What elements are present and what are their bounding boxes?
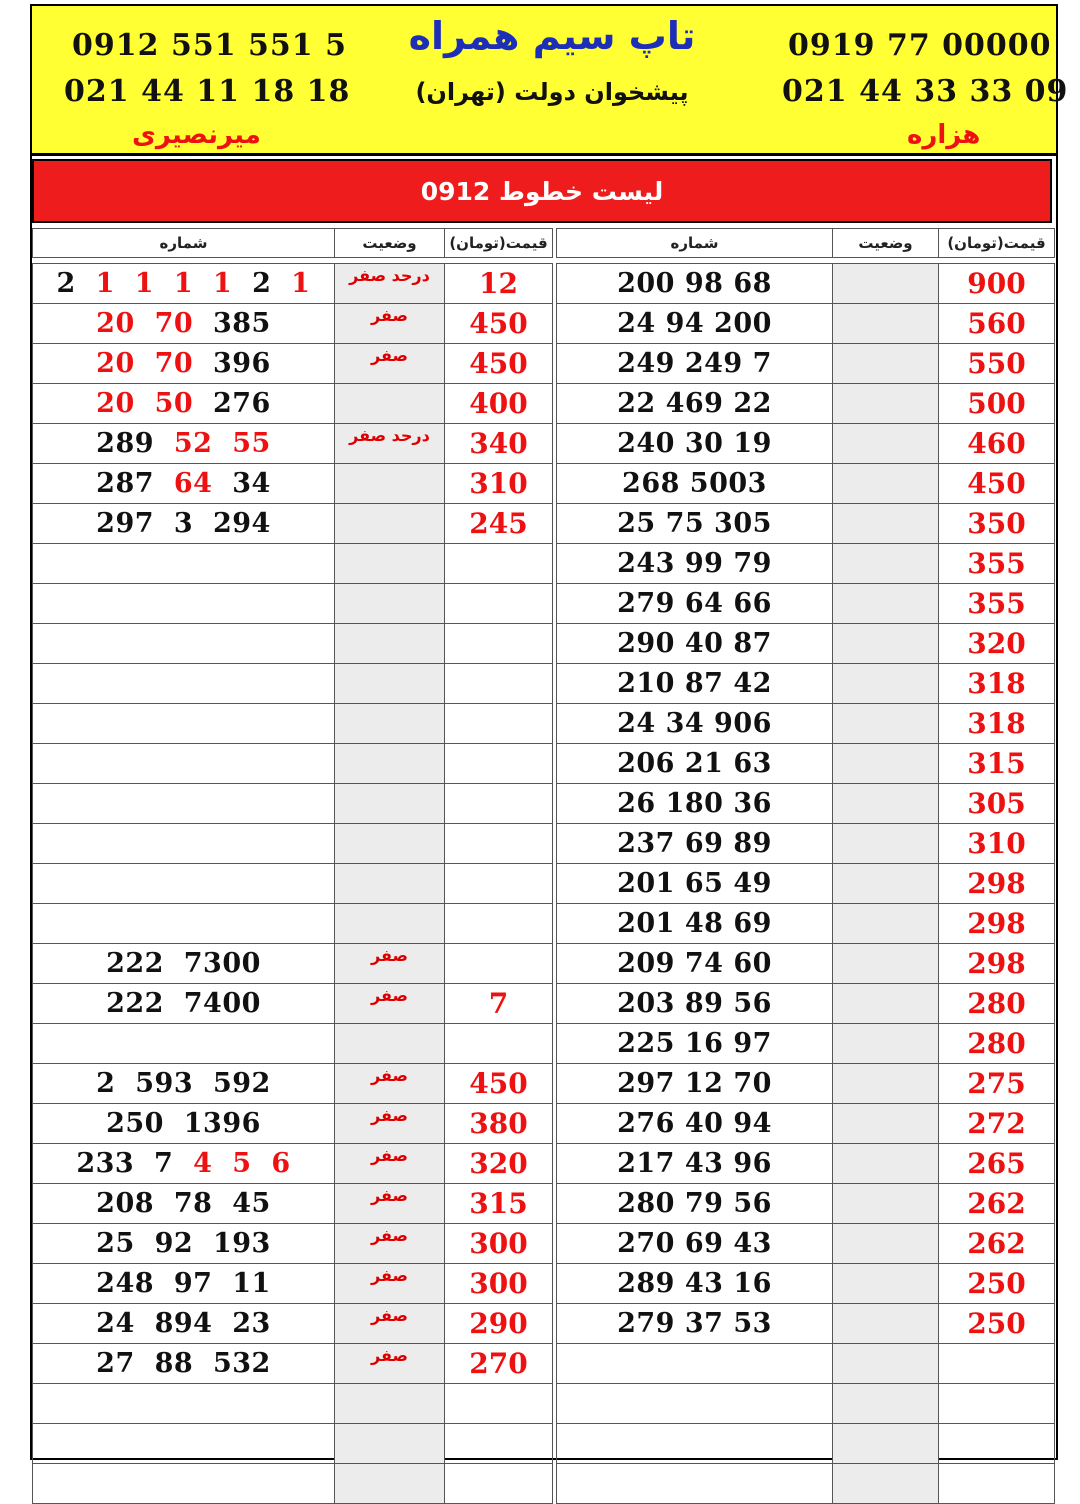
price-cell: 355	[939, 544, 1055, 584]
table-row	[33, 704, 553, 744]
phone-number-cell: 268 5003	[557, 464, 833, 504]
table-row	[557, 664, 1055, 704]
phone-number-cell: 280 79 56	[557, 1184, 833, 1224]
price-cell	[445, 1384, 553, 1424]
status-cell: صفر	[335, 304, 445, 344]
right-mobile-number: 0919 77 00000	[788, 28, 1052, 63]
status-cell	[833, 1224, 939, 1264]
phone-number-cell: 209 74 60	[557, 944, 833, 984]
phone-number-cell: 222 7400	[33, 984, 335, 1024]
table-row	[557, 704, 1055, 744]
price-cell: 315	[939, 744, 1055, 784]
table-row	[557, 544, 1055, 584]
phone-number-cell: 24 94 200	[557, 304, 833, 344]
phone-number-cell: 290 40 87	[557, 624, 833, 664]
price-cell: 450	[939, 464, 1055, 504]
table-row	[33, 1424, 553, 1464]
left-contact-name: میرنصیری	[132, 120, 261, 150]
price-cell: 318	[939, 664, 1055, 704]
left-number-table	[32, 228, 553, 1504]
phone-number-cell	[33, 584, 335, 624]
price-cell: 298	[939, 904, 1055, 944]
phone-number-cell	[33, 1024, 335, 1064]
table-row	[33, 1224, 553, 1264]
price-cell: 265	[939, 1144, 1055, 1184]
phone-number-cell: 240 30 19	[557, 424, 833, 464]
table-row	[557, 1344, 1055, 1384]
status-cell	[833, 984, 939, 1024]
price-cell	[445, 664, 553, 704]
price-cell: 500	[939, 384, 1055, 424]
phone-number-cell: 250 1396	[33, 1104, 335, 1144]
price-cell: 380	[445, 1104, 553, 1144]
status-cell	[833, 464, 939, 504]
table-row	[33, 1264, 553, 1304]
phone-number-cell: 20 70 396	[33, 344, 335, 384]
table-row	[33, 384, 553, 424]
table-row	[33, 984, 553, 1024]
list-title-bar	[32, 159, 1052, 223]
status-cell	[335, 1464, 445, 1504]
table-row	[557, 1424, 1055, 1464]
status-cell	[833, 1184, 939, 1224]
price-cell: 245	[445, 504, 553, 544]
right-contact-name: هزاره	[907, 120, 981, 150]
phone-number-cell	[33, 624, 335, 664]
phone-number-cell: 289 52 55	[33, 424, 335, 464]
table-row	[557, 944, 1055, 984]
table-row	[557, 1144, 1055, 1184]
table-row	[33, 1304, 553, 1344]
table-row	[557, 424, 1055, 464]
phone-number-cell	[33, 824, 335, 864]
table-row	[33, 424, 553, 464]
table-row	[33, 1104, 553, 1144]
phone-number-cell: 27 88 532	[33, 1344, 335, 1384]
table-row	[33, 504, 553, 544]
price-cell: 280	[939, 1024, 1055, 1064]
table-row	[33, 744, 553, 784]
price-cell	[445, 624, 553, 664]
price-cell	[939, 1424, 1055, 1464]
price-cell	[445, 704, 553, 744]
table-row	[557, 784, 1055, 824]
price-cell	[445, 1024, 553, 1064]
status-cell	[335, 864, 445, 904]
price-cell	[939, 1384, 1055, 1424]
table-row	[33, 1024, 553, 1064]
price-cell: 298	[939, 944, 1055, 984]
price-cell: 550	[939, 344, 1055, 384]
phone-number-cell: 24 34 906	[557, 704, 833, 744]
phone-number-cell: 237 69 89	[557, 824, 833, 864]
table-row	[557, 1224, 1055, 1264]
phone-number-cell: 203 89 56	[557, 984, 833, 1024]
table-row	[33, 864, 553, 904]
status-cell	[335, 624, 445, 664]
table-row	[33, 904, 553, 944]
price-cell: 300	[445, 1264, 553, 1304]
phone-number-cell: 26 180 36	[557, 784, 833, 824]
price-cell: 250	[939, 1304, 1055, 1344]
phone-number-cell: 206 21 63	[557, 744, 833, 784]
price-cell: 320	[445, 1144, 553, 1184]
status-cell	[335, 1384, 445, 1424]
price-cell: 310	[939, 824, 1055, 864]
table-row	[557, 1184, 1055, 1224]
status-cell: صفر	[335, 1264, 445, 1304]
status-cell	[833, 1144, 939, 1184]
status-cell	[833, 1424, 939, 1464]
status-cell	[833, 664, 939, 704]
phone-number-cell	[557, 1424, 833, 1464]
price-cell: 350	[939, 504, 1055, 544]
table-row	[557, 1304, 1055, 1344]
table-row	[33, 1384, 553, 1424]
phone-number-cell	[33, 864, 335, 904]
status-cell: صفر	[335, 1064, 445, 1104]
price-cell	[445, 544, 553, 584]
phone-number-cell	[33, 1464, 335, 1504]
table-row	[557, 984, 1055, 1024]
status-cell	[833, 824, 939, 864]
table-row	[33, 1464, 553, 1504]
table-row	[557, 1464, 1055, 1504]
status-cell	[833, 904, 939, 944]
phone-number-cell	[33, 784, 335, 824]
status-cell	[833, 264, 939, 304]
price-cell: 450	[445, 304, 553, 344]
phone-number-cell: 20 70 385	[33, 304, 335, 344]
column-header-status: وضعیت	[335, 229, 445, 258]
price-cell: 262	[939, 1224, 1055, 1264]
status-cell	[335, 784, 445, 824]
table-row	[557, 264, 1055, 304]
price-cell: 275	[939, 1064, 1055, 1104]
table-row	[557, 384, 1055, 424]
phone-number-cell: 276 40 94	[557, 1104, 833, 1144]
price-cell: 12	[445, 264, 553, 304]
status-cell: صفر	[335, 1104, 445, 1144]
phone-number-cell	[33, 744, 335, 784]
price-cell: 310	[445, 464, 553, 504]
right-number-table	[556, 228, 1055, 1504]
brand-subtitle: پیشخوان دولت (تهران)	[415, 78, 689, 106]
price-cell: 450	[445, 344, 553, 384]
status-cell: صفر	[335, 1304, 445, 1344]
price-cell: 320	[939, 624, 1055, 664]
phone-number-cell: 2 593 592	[33, 1064, 335, 1104]
phone-number-cell: 248 97 11	[33, 1264, 335, 1304]
price-cell: 900	[939, 264, 1055, 304]
status-cell	[833, 1024, 939, 1064]
status-cell	[833, 544, 939, 584]
phone-number-cell: 24 894 23	[33, 1304, 335, 1344]
status-cell	[833, 1264, 939, 1304]
price-cell: 280	[939, 984, 1055, 1024]
price-cell	[445, 784, 553, 824]
status-cell	[335, 464, 445, 504]
phone-number-cell: 297 12 70	[557, 1064, 833, 1104]
status-cell	[833, 1384, 939, 1424]
status-cell	[833, 384, 939, 424]
left-landline-number: 021 44 11 18 18	[64, 74, 351, 109]
list-title: لیست خطوط 0912	[420, 176, 664, 206]
column-header-number: شماره	[33, 229, 335, 258]
phone-number-cell: 289 43 16	[557, 1264, 833, 1304]
phone-number-cell: 2 1 1 1 1 2 1	[33, 264, 335, 304]
phone-number-cell: 200 98 68	[557, 264, 833, 304]
phone-number-cell: 222 7300	[33, 944, 335, 984]
status-cell: صفر	[335, 1224, 445, 1264]
phone-number-cell	[33, 664, 335, 704]
table-row	[33, 784, 553, 824]
column-header-number: شماره	[557, 229, 833, 258]
price-cell	[445, 824, 553, 864]
price-cell	[445, 864, 553, 904]
table-row	[33, 624, 553, 664]
table-row	[557, 304, 1055, 344]
left-mobile-number: 0912 551 551 5	[72, 28, 347, 63]
price-cell	[445, 744, 553, 784]
phone-number-cell	[33, 704, 335, 744]
status-cell	[833, 584, 939, 624]
table-row	[33, 1184, 553, 1224]
price-list-sheet	[30, 4, 1069, 1460]
status-cell	[833, 864, 939, 904]
price-cell: 250	[939, 1264, 1055, 1304]
status-cell: صفر	[335, 1144, 445, 1184]
status-cell: صفر	[335, 944, 445, 984]
price-cell: 262	[939, 1184, 1055, 1224]
status-cell: صفر	[335, 1184, 445, 1224]
status-cell	[335, 744, 445, 784]
phone-number-cell: 217 43 96	[557, 1144, 833, 1184]
table-row	[33, 1064, 553, 1104]
phone-number-cell: 243 99 79	[557, 544, 833, 584]
status-cell: درحد صفر	[335, 264, 445, 304]
status-cell	[335, 824, 445, 864]
status-cell	[335, 1024, 445, 1064]
price-cell: 460	[939, 424, 1055, 464]
price-cell: 270	[445, 1344, 553, 1384]
status-cell: صفر	[335, 1344, 445, 1384]
price-cell	[445, 904, 553, 944]
status-cell: درحد صفر	[335, 424, 445, 464]
status-cell	[833, 344, 939, 384]
phone-number-cell: 201 48 69	[557, 904, 833, 944]
phone-number-cell	[33, 904, 335, 944]
price-cell: 272	[939, 1104, 1055, 1144]
price-cell	[939, 1464, 1055, 1504]
table-row	[33, 944, 553, 984]
price-cell: 300	[445, 1224, 553, 1264]
phone-number-cell: 233 7 4 5 6	[33, 1144, 335, 1184]
price-cell: 355	[939, 584, 1055, 624]
phone-number-cell: 287 64 34	[33, 464, 335, 504]
right-landline-number: 021 44 33 33 09	[782, 74, 1069, 109]
phone-number-cell: 270 69 43	[557, 1224, 833, 1264]
price-cell: 298	[939, 864, 1055, 904]
status-cell	[833, 1304, 939, 1344]
phone-number-cell: 208 78 45	[33, 1184, 335, 1224]
price-cell	[445, 1464, 553, 1504]
table-row	[33, 584, 553, 624]
table-row	[557, 584, 1055, 624]
status-cell	[335, 1424, 445, 1464]
phone-number-cell	[33, 1384, 335, 1424]
column-header-price: قیمت(تومان)	[445, 229, 553, 258]
phone-number-cell: 249 249 7	[557, 344, 833, 384]
price-cell	[445, 944, 553, 984]
price-cell: 560	[939, 304, 1055, 344]
table-row	[557, 1024, 1055, 1064]
status-cell	[833, 1104, 939, 1144]
table-row	[557, 624, 1055, 664]
status-cell	[833, 944, 939, 984]
phone-number-cell: 25 92 193	[33, 1224, 335, 1264]
status-cell	[833, 1344, 939, 1384]
price-cell: 305	[939, 784, 1055, 824]
phone-number-cell: 201 65 49	[557, 864, 833, 904]
table-row	[33, 344, 553, 384]
status-cell: صفر	[335, 344, 445, 384]
table-row	[557, 864, 1055, 904]
status-cell	[833, 1064, 939, 1104]
table-row	[557, 464, 1055, 504]
status-cell	[335, 384, 445, 424]
price-cell: 340	[445, 424, 553, 464]
table-row	[557, 744, 1055, 784]
table-row	[557, 1384, 1055, 1424]
table-row	[557, 504, 1055, 544]
status-cell	[833, 624, 939, 664]
column-header-status: وضعیت	[833, 229, 939, 258]
price-cell: 290	[445, 1304, 553, 1344]
phone-number-cell: 210 87 42	[557, 664, 833, 704]
table-row	[33, 824, 553, 864]
phone-number-cell: 297 3 294	[33, 504, 335, 544]
table-row	[557, 1064, 1055, 1104]
status-cell	[833, 304, 939, 344]
table-row	[557, 1104, 1055, 1144]
phone-number-cell	[557, 1344, 833, 1384]
price-cell: 315	[445, 1184, 553, 1224]
status-cell: صفر	[335, 984, 445, 1024]
status-cell	[335, 704, 445, 744]
phone-number-cell	[557, 1464, 833, 1504]
price-cell: 7	[445, 984, 553, 1024]
column-header-price: قیمت(تومان)	[939, 229, 1055, 258]
phone-number-cell: 25 75 305	[557, 504, 833, 544]
price-cell	[445, 584, 553, 624]
price-cell: 450	[445, 1064, 553, 1104]
table-row	[33, 1144, 553, 1184]
table-row	[557, 904, 1055, 944]
status-cell	[335, 904, 445, 944]
table-row	[33, 1344, 553, 1384]
table-row	[33, 304, 553, 344]
phone-number-cell: 22 469 22	[557, 384, 833, 424]
price-cell	[939, 1344, 1055, 1384]
status-cell	[833, 784, 939, 824]
price-cell: 400	[445, 384, 553, 424]
price-cell: 318	[939, 704, 1055, 744]
status-cell	[335, 504, 445, 544]
status-cell	[335, 544, 445, 584]
status-cell	[833, 424, 939, 464]
table-row	[33, 464, 553, 504]
table-row	[557, 824, 1055, 864]
table-row	[33, 544, 553, 584]
phone-number-cell: 225 16 97	[557, 1024, 833, 1064]
phone-number-cell	[557, 1384, 833, 1424]
status-cell	[833, 744, 939, 784]
table-row	[557, 344, 1055, 384]
table-row	[557, 1264, 1055, 1304]
status-cell	[833, 704, 939, 744]
price-cell	[445, 1424, 553, 1464]
phone-number-cell: 279 64 66	[557, 584, 833, 624]
header-banner	[32, 6, 1069, 156]
brand-title: تاپ سیم همراه	[408, 14, 696, 58]
status-cell	[335, 664, 445, 704]
status-cell	[335, 584, 445, 624]
phone-number-cell	[33, 1424, 335, 1464]
status-cell	[833, 1464, 939, 1504]
phone-number-cell	[33, 544, 335, 584]
table-row	[33, 264, 553, 304]
phone-number-cell: 20 50 276	[33, 384, 335, 424]
phone-number-cell: 279 37 53	[557, 1304, 833, 1344]
table-row	[33, 664, 553, 704]
status-cell	[833, 504, 939, 544]
